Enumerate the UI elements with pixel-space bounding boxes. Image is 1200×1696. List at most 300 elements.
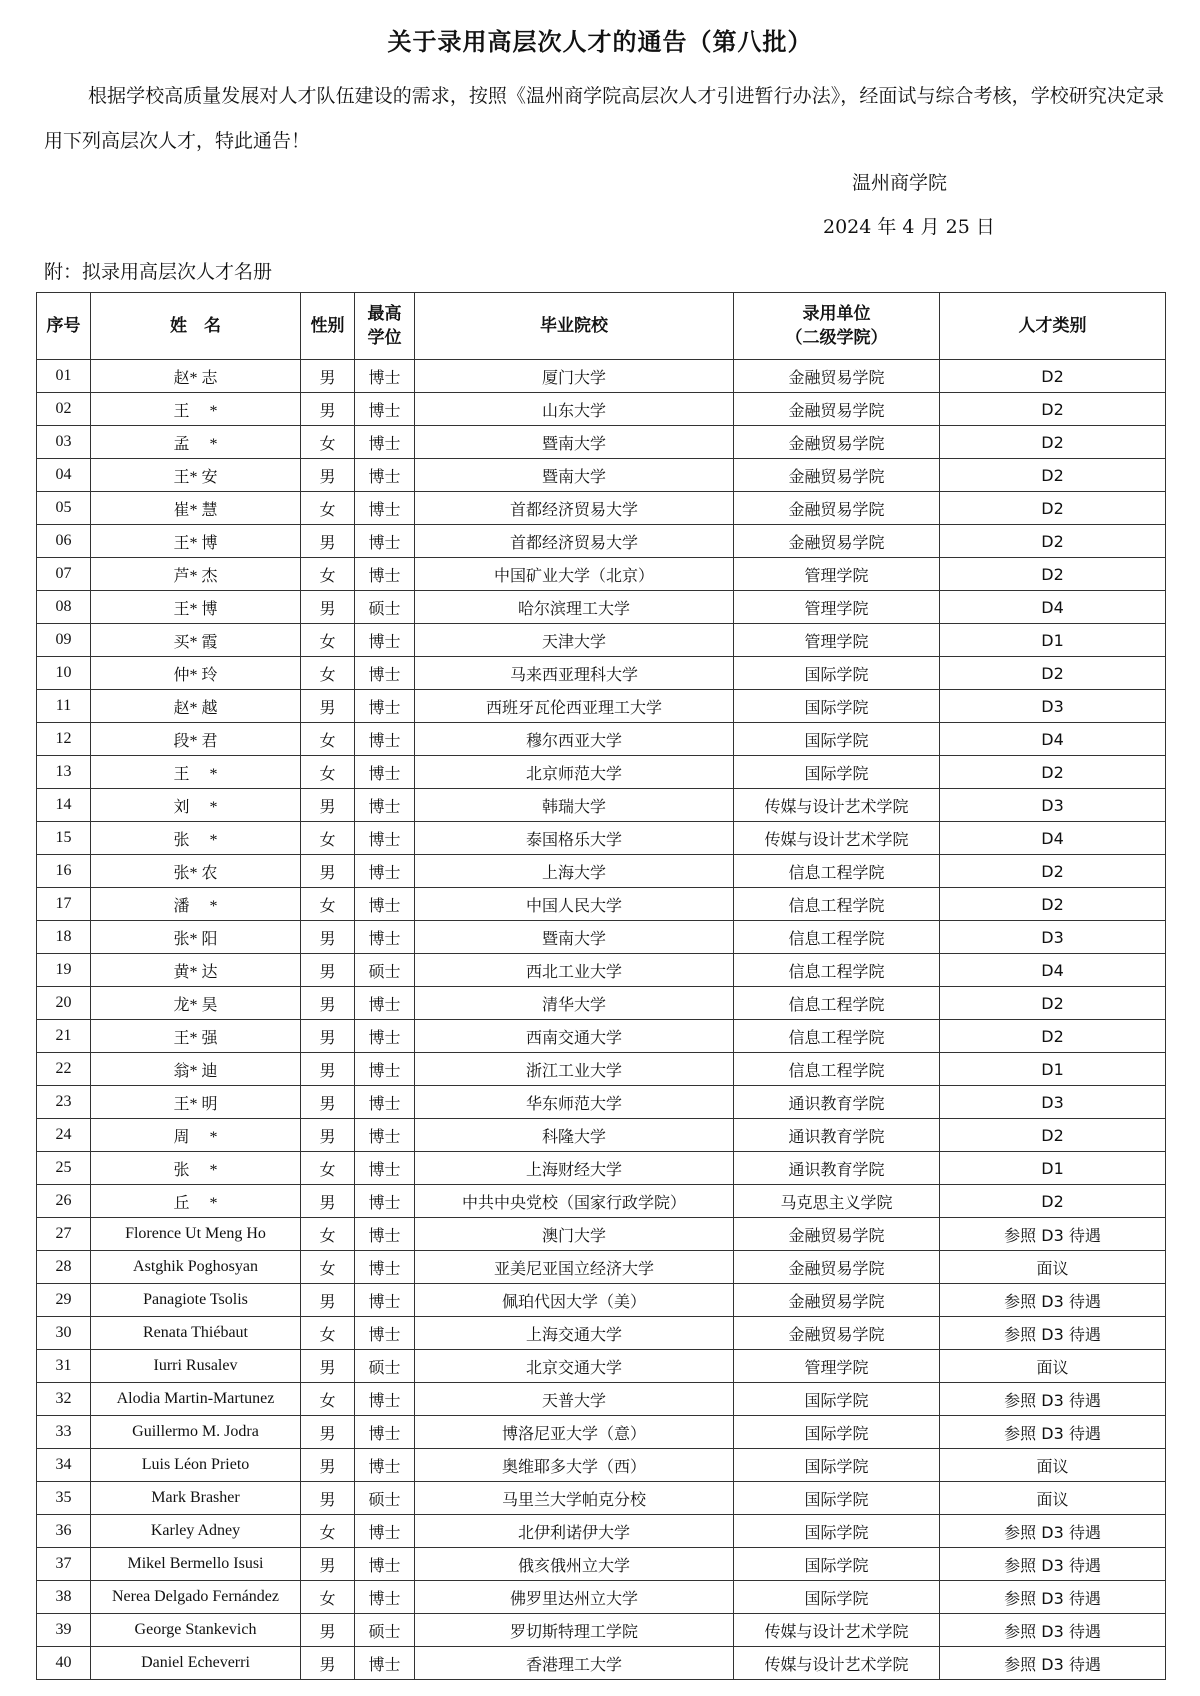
table-row (37, 360, 1166, 393)
cell-no: 30 (37, 1317, 91, 1350)
table-row (37, 756, 1166, 789)
cell-name: Florence Ut Meng Ho (91, 1218, 301, 1251)
table-row (37, 1581, 1166, 1614)
table-row (37, 921, 1166, 954)
cell-no: 33 (37, 1416, 91, 1449)
table-row (37, 591, 1166, 624)
cell-unit: 国际学院 (734, 690, 940, 723)
cell-gender: 女 (301, 558, 355, 591)
cell-school: 上海交通大学 (415, 1317, 734, 1350)
cell-category: 参照 D3 待遇 (940, 1515, 1166, 1548)
cell-unit: 国际学院 (734, 756, 940, 789)
cell-name: Luis Léon Prieto (91, 1449, 301, 1482)
cell-degree: 硕士 (355, 1614, 415, 1647)
cell-category: D1 (940, 1053, 1166, 1086)
table-row (37, 1614, 1166, 1647)
cell-gender: 男 (301, 1053, 355, 1086)
cell-gender: 女 (301, 1251, 355, 1284)
cell-school: 上海财经大学 (415, 1152, 734, 1185)
cell-degree: 博士 (355, 1218, 415, 1251)
cell-unit: 国际学院 (734, 723, 940, 756)
cell-category: D4 (940, 591, 1166, 624)
cell-gender: 女 (301, 1218, 355, 1251)
header-no: 序号 (37, 293, 91, 360)
cell-category: D2 (940, 525, 1166, 558)
header-degree (355, 293, 415, 360)
header-unit (734, 293, 940, 360)
table-row (37, 987, 1166, 1020)
cell-category: D2 (940, 492, 1166, 525)
cell-name: 黄* 达 (91, 954, 301, 987)
cell-name: Panagiote Tsolis (91, 1284, 301, 1317)
cell-school: 泰国格乐大学 (415, 822, 734, 855)
cell-no: 20 (37, 987, 91, 1020)
cell-gender: 男 (301, 789, 355, 822)
cell-degree: 博士 (355, 1152, 415, 1185)
cell-name: 王* 强 (91, 1020, 301, 1053)
cell-degree: 博士 (355, 1383, 415, 1416)
cell-name: Daniel Echeverri (91, 1647, 301, 1680)
header-name: 姓 名 (91, 293, 301, 360)
cell-unit: 金融贸易学院 (734, 1218, 940, 1251)
cell-school: 厦门大学 (415, 360, 734, 393)
cell-name: 赵* 志 (91, 360, 301, 393)
cell-name: 仲* 玲 (91, 657, 301, 690)
header-unit-line2: （二级学院） (785, 328, 888, 348)
table-row (37, 1449, 1166, 1482)
cell-unit: 信息工程学院 (734, 1020, 940, 1053)
table-row (37, 426, 1166, 459)
cell-name: 孟 * (91, 426, 301, 459)
table-row (37, 624, 1166, 657)
cell-name: 张 * (91, 822, 301, 855)
cell-gender: 男 (301, 1548, 355, 1581)
cell-school: 浙江工业大学 (415, 1053, 734, 1086)
cell-no: 16 (37, 855, 91, 888)
cell-unit: 国际学院 (734, 1482, 940, 1515)
cell-no: 36 (37, 1515, 91, 1548)
cell-category: D2 (940, 459, 1166, 492)
cell-gender: 男 (301, 1284, 355, 1317)
notice-paragraph: 根据学校高质量发展对人才队伍建设的需求，按照《温州商学院高层次人才引进暂行办法》，经面试与综合考核，学校研究决定录用下列高层次人才，特此通告！ (44, 85, 1164, 152)
cell-school: 中共中央党校（国家行政学院） (415, 1185, 734, 1218)
cell-degree: 博士 (355, 624, 415, 657)
cell-unit: 马克思主义学院 (734, 1185, 940, 1218)
cell-name: Renata Thiébaut (91, 1317, 301, 1350)
cell-school: 马里兰大学帕克分校 (415, 1482, 734, 1515)
cell-category: 参照 D3 待遇 (940, 1614, 1166, 1647)
cell-no: 10 (37, 657, 91, 690)
cell-category: D2 (940, 360, 1166, 393)
cell-name: 芦* 杰 (91, 558, 301, 591)
cell-gender: 女 (301, 888, 355, 921)
cell-name: 王* 安 (91, 459, 301, 492)
cell-degree: 硕士 (355, 591, 415, 624)
cell-category: D3 (940, 921, 1166, 954)
cell-category: 参照 D3 待遇 (940, 1383, 1166, 1416)
cell-unit: 金融贸易学院 (734, 525, 940, 558)
cell-unit: 国际学院 (734, 657, 940, 690)
cell-category: 面议 (940, 1251, 1166, 1284)
cell-school: 佛罗里达州立大学 (415, 1581, 734, 1614)
header-degree-line1: 最高 (367, 304, 402, 324)
table-row (37, 492, 1166, 525)
cell-gender: 男 (301, 1614, 355, 1647)
cell-name: 买* 霞 (91, 624, 301, 657)
cell-no: 37 (37, 1548, 91, 1581)
cell-category: D1 (940, 1152, 1166, 1185)
cell-unit: 通识教育学院 (734, 1086, 940, 1119)
cell-unit: 信息工程学院 (734, 921, 940, 954)
cell-gender: 男 (301, 1647, 355, 1680)
cell-school: 首都经济贸易大学 (415, 525, 734, 558)
cell-unit: 国际学院 (734, 1449, 940, 1482)
cell-unit: 信息工程学院 (734, 888, 940, 921)
cell-school: 博洛尼亚大学（意） (415, 1416, 734, 1449)
cell-name: 张 * (91, 1152, 301, 1185)
cell-category: D2 (940, 888, 1166, 921)
cell-gender: 女 (301, 1317, 355, 1350)
cell-unit: 管理学院 (734, 591, 940, 624)
cell-gender: 男 (301, 459, 355, 492)
cell-degree: 硕士 (355, 1350, 415, 1383)
cell-category: D4 (940, 723, 1166, 756)
cell-school: 西北工业大学 (415, 954, 734, 987)
table-row (37, 459, 1166, 492)
cell-gender: 男 (301, 591, 355, 624)
table-row (37, 1647, 1166, 1680)
cell-no: 01 (37, 360, 91, 393)
cell-no: 08 (37, 591, 91, 624)
cell-name: 丘 * (91, 1185, 301, 1218)
cell-unit: 金融贸易学院 (734, 426, 940, 459)
cell-degree: 博士 (355, 1251, 415, 1284)
cell-gender: 男 (301, 855, 355, 888)
cell-category: D2 (940, 855, 1166, 888)
cell-no: 25 (37, 1152, 91, 1185)
cell-no: 04 (37, 459, 91, 492)
cell-school: 西班牙瓦伦西亚理工大学 (415, 690, 734, 723)
cell-no: 40 (37, 1647, 91, 1680)
cell-gender: 女 (301, 723, 355, 756)
cell-category: D3 (940, 789, 1166, 822)
cell-unit: 通识教育学院 (734, 1152, 940, 1185)
table-row (37, 1350, 1166, 1383)
cell-school: 上海大学 (415, 855, 734, 888)
cell-category: D2 (940, 657, 1166, 690)
cell-category: D1 (940, 624, 1166, 657)
cell-school: 西南交通大学 (415, 1020, 734, 1053)
cell-gender: 男 (301, 525, 355, 558)
table-row (37, 1251, 1166, 1284)
cell-name: George Stankevich (91, 1614, 301, 1647)
cell-degree: 博士 (355, 1053, 415, 1086)
cell-degree: 博士 (355, 393, 415, 426)
cell-degree: 博士 (355, 756, 415, 789)
table-row (37, 1416, 1166, 1449)
cell-category: 参照 D3 待遇 (940, 1284, 1166, 1317)
cell-name: 龙* 昊 (91, 987, 301, 1020)
cell-unit: 信息工程学院 (734, 1053, 940, 1086)
cell-name: 张* 阳 (91, 921, 301, 954)
cell-no: 23 (37, 1086, 91, 1119)
cell-school: 罗切斯特理工学院 (415, 1614, 734, 1647)
cell-degree: 博士 (355, 1020, 415, 1053)
cell-degree: 硕士 (355, 954, 415, 987)
cell-school: 暨南大学 (415, 459, 734, 492)
cell-name: Karley Adney (91, 1515, 301, 1548)
cell-no: 21 (37, 1020, 91, 1053)
cell-degree: 博士 (355, 1284, 415, 1317)
cell-gender: 女 (301, 1515, 355, 1548)
cell-category: 面议 (940, 1350, 1166, 1383)
cell-no: 13 (37, 756, 91, 789)
cell-name: 潘 * (91, 888, 301, 921)
cell-unit: 传媒与设计艺术学院 (734, 1614, 940, 1647)
cell-school: 穆尔西亚大学 (415, 723, 734, 756)
cell-degree: 博士 (355, 1416, 415, 1449)
cell-degree: 博士 (355, 822, 415, 855)
cell-gender: 男 (301, 987, 355, 1020)
cell-category: 参照 D3 待遇 (940, 1581, 1166, 1614)
cell-name: Mark Brasher (91, 1482, 301, 1515)
table-row (37, 723, 1166, 756)
cell-unit: 金融贸易学院 (734, 1317, 940, 1350)
cell-name: 张* 农 (91, 855, 301, 888)
cell-gender: 男 (301, 921, 355, 954)
table-row (37, 690, 1166, 723)
cell-school: 北伊利诺伊大学 (415, 1515, 734, 1548)
cell-name: 周 * (91, 1119, 301, 1152)
cell-no: 35 (37, 1482, 91, 1515)
cell-gender: 男 (301, 1482, 355, 1515)
cell-gender: 男 (301, 393, 355, 426)
cell-gender: 男 (301, 954, 355, 987)
cell-unit: 通识教育学院 (734, 1119, 940, 1152)
cell-school: 暨南大学 (415, 426, 734, 459)
cell-name: 王* 博 (91, 525, 301, 558)
table-row (37, 1548, 1166, 1581)
cell-category: D2 (940, 1020, 1166, 1053)
cell-category: D4 (940, 822, 1166, 855)
cell-no: 09 (37, 624, 91, 657)
header-unit-line1: 录用单位 (802, 304, 871, 324)
cell-no: 17 (37, 888, 91, 921)
cell-school: 马来西亚理科大学 (415, 657, 734, 690)
cell-gender: 女 (301, 624, 355, 657)
cell-category: 面议 (940, 1482, 1166, 1515)
cell-name: Nerea Delgado Fernández (91, 1581, 301, 1614)
cell-school: 暨南大学 (415, 921, 734, 954)
cell-category: 参照 D3 待遇 (940, 1317, 1166, 1350)
issue-date: 2024 年 4 月 25 日 (823, 216, 995, 238)
cell-unit: 信息工程学院 (734, 855, 940, 888)
cell-category: 参照 D3 待遇 (940, 1416, 1166, 1449)
cell-no: 38 (37, 1581, 91, 1614)
table-body (37, 360, 1166, 1680)
cell-unit: 国际学院 (734, 1581, 940, 1614)
cell-category: D2 (940, 1119, 1166, 1152)
cell-unit: 传媒与设计艺术学院 (734, 1647, 940, 1680)
cell-school: 天普大学 (415, 1383, 734, 1416)
cell-unit: 金融贸易学院 (734, 1284, 940, 1317)
attachment-caption: 附：拟录用高层次人才名册 (44, 261, 273, 283)
table-row (37, 1053, 1166, 1086)
cell-school: 香港理工大学 (415, 1647, 734, 1680)
table-row (37, 822, 1166, 855)
cell-school: 科隆大学 (415, 1119, 734, 1152)
cell-unit: 传媒与设计艺术学院 (734, 822, 940, 855)
cell-no: 22 (37, 1053, 91, 1086)
table-row (37, 1185, 1166, 1218)
cell-no: 27 (37, 1218, 91, 1251)
cell-unit: 信息工程学院 (734, 987, 940, 1020)
cell-degree: 博士 (355, 1548, 415, 1581)
table-row (37, 954, 1166, 987)
cell-gender: 女 (301, 1581, 355, 1614)
cell-unit: 传媒与设计艺术学院 (734, 789, 940, 822)
cell-no: 28 (37, 1251, 91, 1284)
cell-degree: 博士 (355, 360, 415, 393)
cell-name: Guillermo M. Jodra (91, 1416, 301, 1449)
cell-unit: 金融贸易学院 (734, 1251, 940, 1284)
cell-degree: 博士 (355, 558, 415, 591)
cell-gender: 男 (301, 1449, 355, 1482)
cell-no: 15 (37, 822, 91, 855)
table-row (37, 657, 1166, 690)
cell-degree: 博士 (355, 426, 415, 459)
cell-no: 14 (37, 789, 91, 822)
issuer-name: 温州商学院 (852, 172, 948, 194)
cell-category: 参照 D3 待遇 (940, 1218, 1166, 1251)
cell-gender: 男 (301, 1350, 355, 1383)
cell-gender: 女 (301, 492, 355, 525)
table-row (37, 1119, 1166, 1152)
header-category: 人才类别 (940, 293, 1166, 360)
cell-category: D2 (940, 393, 1166, 426)
cell-gender: 女 (301, 426, 355, 459)
cell-no: 24 (37, 1119, 91, 1152)
cell-gender: 女 (301, 756, 355, 789)
cell-category: 面议 (940, 1449, 1166, 1482)
table-header-row (37, 293, 1166, 360)
cell-no: 39 (37, 1614, 91, 1647)
cell-no: 12 (37, 723, 91, 756)
cell-degree: 博士 (355, 1449, 415, 1482)
header-gender: 性别 (301, 293, 355, 360)
table-row (37, 1515, 1166, 1548)
cell-degree: 博士 (355, 459, 415, 492)
page-title: 关于录用高层次人才的通告（第八批） (387, 28, 813, 56)
cell-name: 王* 明 (91, 1086, 301, 1119)
cell-degree: 博士 (355, 987, 415, 1020)
cell-school: 亚美尼亚国立经济大学 (415, 1251, 734, 1284)
table-row (37, 1020, 1166, 1053)
cell-gender: 男 (301, 1119, 355, 1152)
cell-no: 31 (37, 1350, 91, 1383)
table-row (37, 525, 1166, 558)
table-row (37, 789, 1166, 822)
cell-no: 07 (37, 558, 91, 591)
cell-name: 翁* 迪 (91, 1053, 301, 1086)
cell-gender: 男 (301, 1020, 355, 1053)
cell-category: D4 (940, 954, 1166, 987)
cell-degree: 博士 (355, 1647, 415, 1680)
table-row (37, 855, 1166, 888)
cell-gender: 男 (301, 1185, 355, 1218)
cell-name: 刘 * (91, 789, 301, 822)
cell-degree: 博士 (355, 690, 415, 723)
cell-school: 北京交通大学 (415, 1350, 734, 1383)
table-row (37, 1218, 1166, 1251)
cell-school: 首都经济贸易大学 (415, 492, 734, 525)
cell-gender: 男 (301, 1416, 355, 1449)
cell-unit: 国际学院 (734, 1416, 940, 1449)
cell-gender: 女 (301, 822, 355, 855)
cell-unit: 金融贸易学院 (734, 393, 940, 426)
cell-no: 05 (37, 492, 91, 525)
cell-category: D2 (940, 756, 1166, 789)
cell-school: 天津大学 (415, 624, 734, 657)
cell-unit: 信息工程学院 (734, 954, 940, 987)
cell-degree: 博士 (355, 888, 415, 921)
cell-name: Mikel Bermello Isusi (91, 1548, 301, 1581)
cell-gender: 女 (301, 1152, 355, 1185)
cell-category: D3 (940, 1086, 1166, 1119)
cell-unit: 国际学院 (734, 1383, 940, 1416)
talent-table (36, 292, 1166, 1680)
table-row (37, 393, 1166, 426)
cell-degree: 博士 (355, 525, 415, 558)
table-row (37, 1086, 1166, 1119)
cell-degree: 硕士 (355, 1482, 415, 1515)
cell-no: 02 (37, 393, 91, 426)
cell-gender: 男 (301, 360, 355, 393)
cell-unit: 国际学院 (734, 1515, 940, 1548)
cell-gender: 男 (301, 1086, 355, 1119)
cell-category: D2 (940, 987, 1166, 1020)
cell-no: 26 (37, 1185, 91, 1218)
cell-school: 中国人民大学 (415, 888, 734, 921)
cell-school: 华东师范大学 (415, 1086, 734, 1119)
cell-unit: 金融贸易学院 (734, 459, 940, 492)
cell-no: 32 (37, 1383, 91, 1416)
table-row (37, 1383, 1166, 1416)
cell-no: 18 (37, 921, 91, 954)
cell-school: 北京师范大学 (415, 756, 734, 789)
cell-degree: 博士 (355, 1581, 415, 1614)
cell-category: 参照 D3 待遇 (940, 1647, 1166, 1680)
cell-degree: 博士 (355, 1317, 415, 1350)
cell-category: 参照 D3 待遇 (940, 1548, 1166, 1581)
cell-gender: 女 (301, 657, 355, 690)
cell-category: D2 (940, 558, 1166, 591)
cell-school: 中国矿业大学（北京） (415, 558, 734, 591)
cell-degree: 博士 (355, 1119, 415, 1152)
cell-unit: 金融贸易学院 (734, 492, 940, 525)
cell-degree: 博士 (355, 1086, 415, 1119)
cell-no: 06 (37, 525, 91, 558)
cell-unit: 国际学院 (734, 1548, 940, 1581)
cell-degree: 博士 (355, 1515, 415, 1548)
cell-degree: 博士 (355, 921, 415, 954)
cell-degree: 博士 (355, 723, 415, 756)
table-row (37, 1284, 1166, 1317)
cell-unit: 管理学院 (734, 1350, 940, 1383)
table-row (37, 888, 1166, 921)
cell-unit: 管理学院 (734, 558, 940, 591)
cell-unit: 金融贸易学院 (734, 360, 940, 393)
